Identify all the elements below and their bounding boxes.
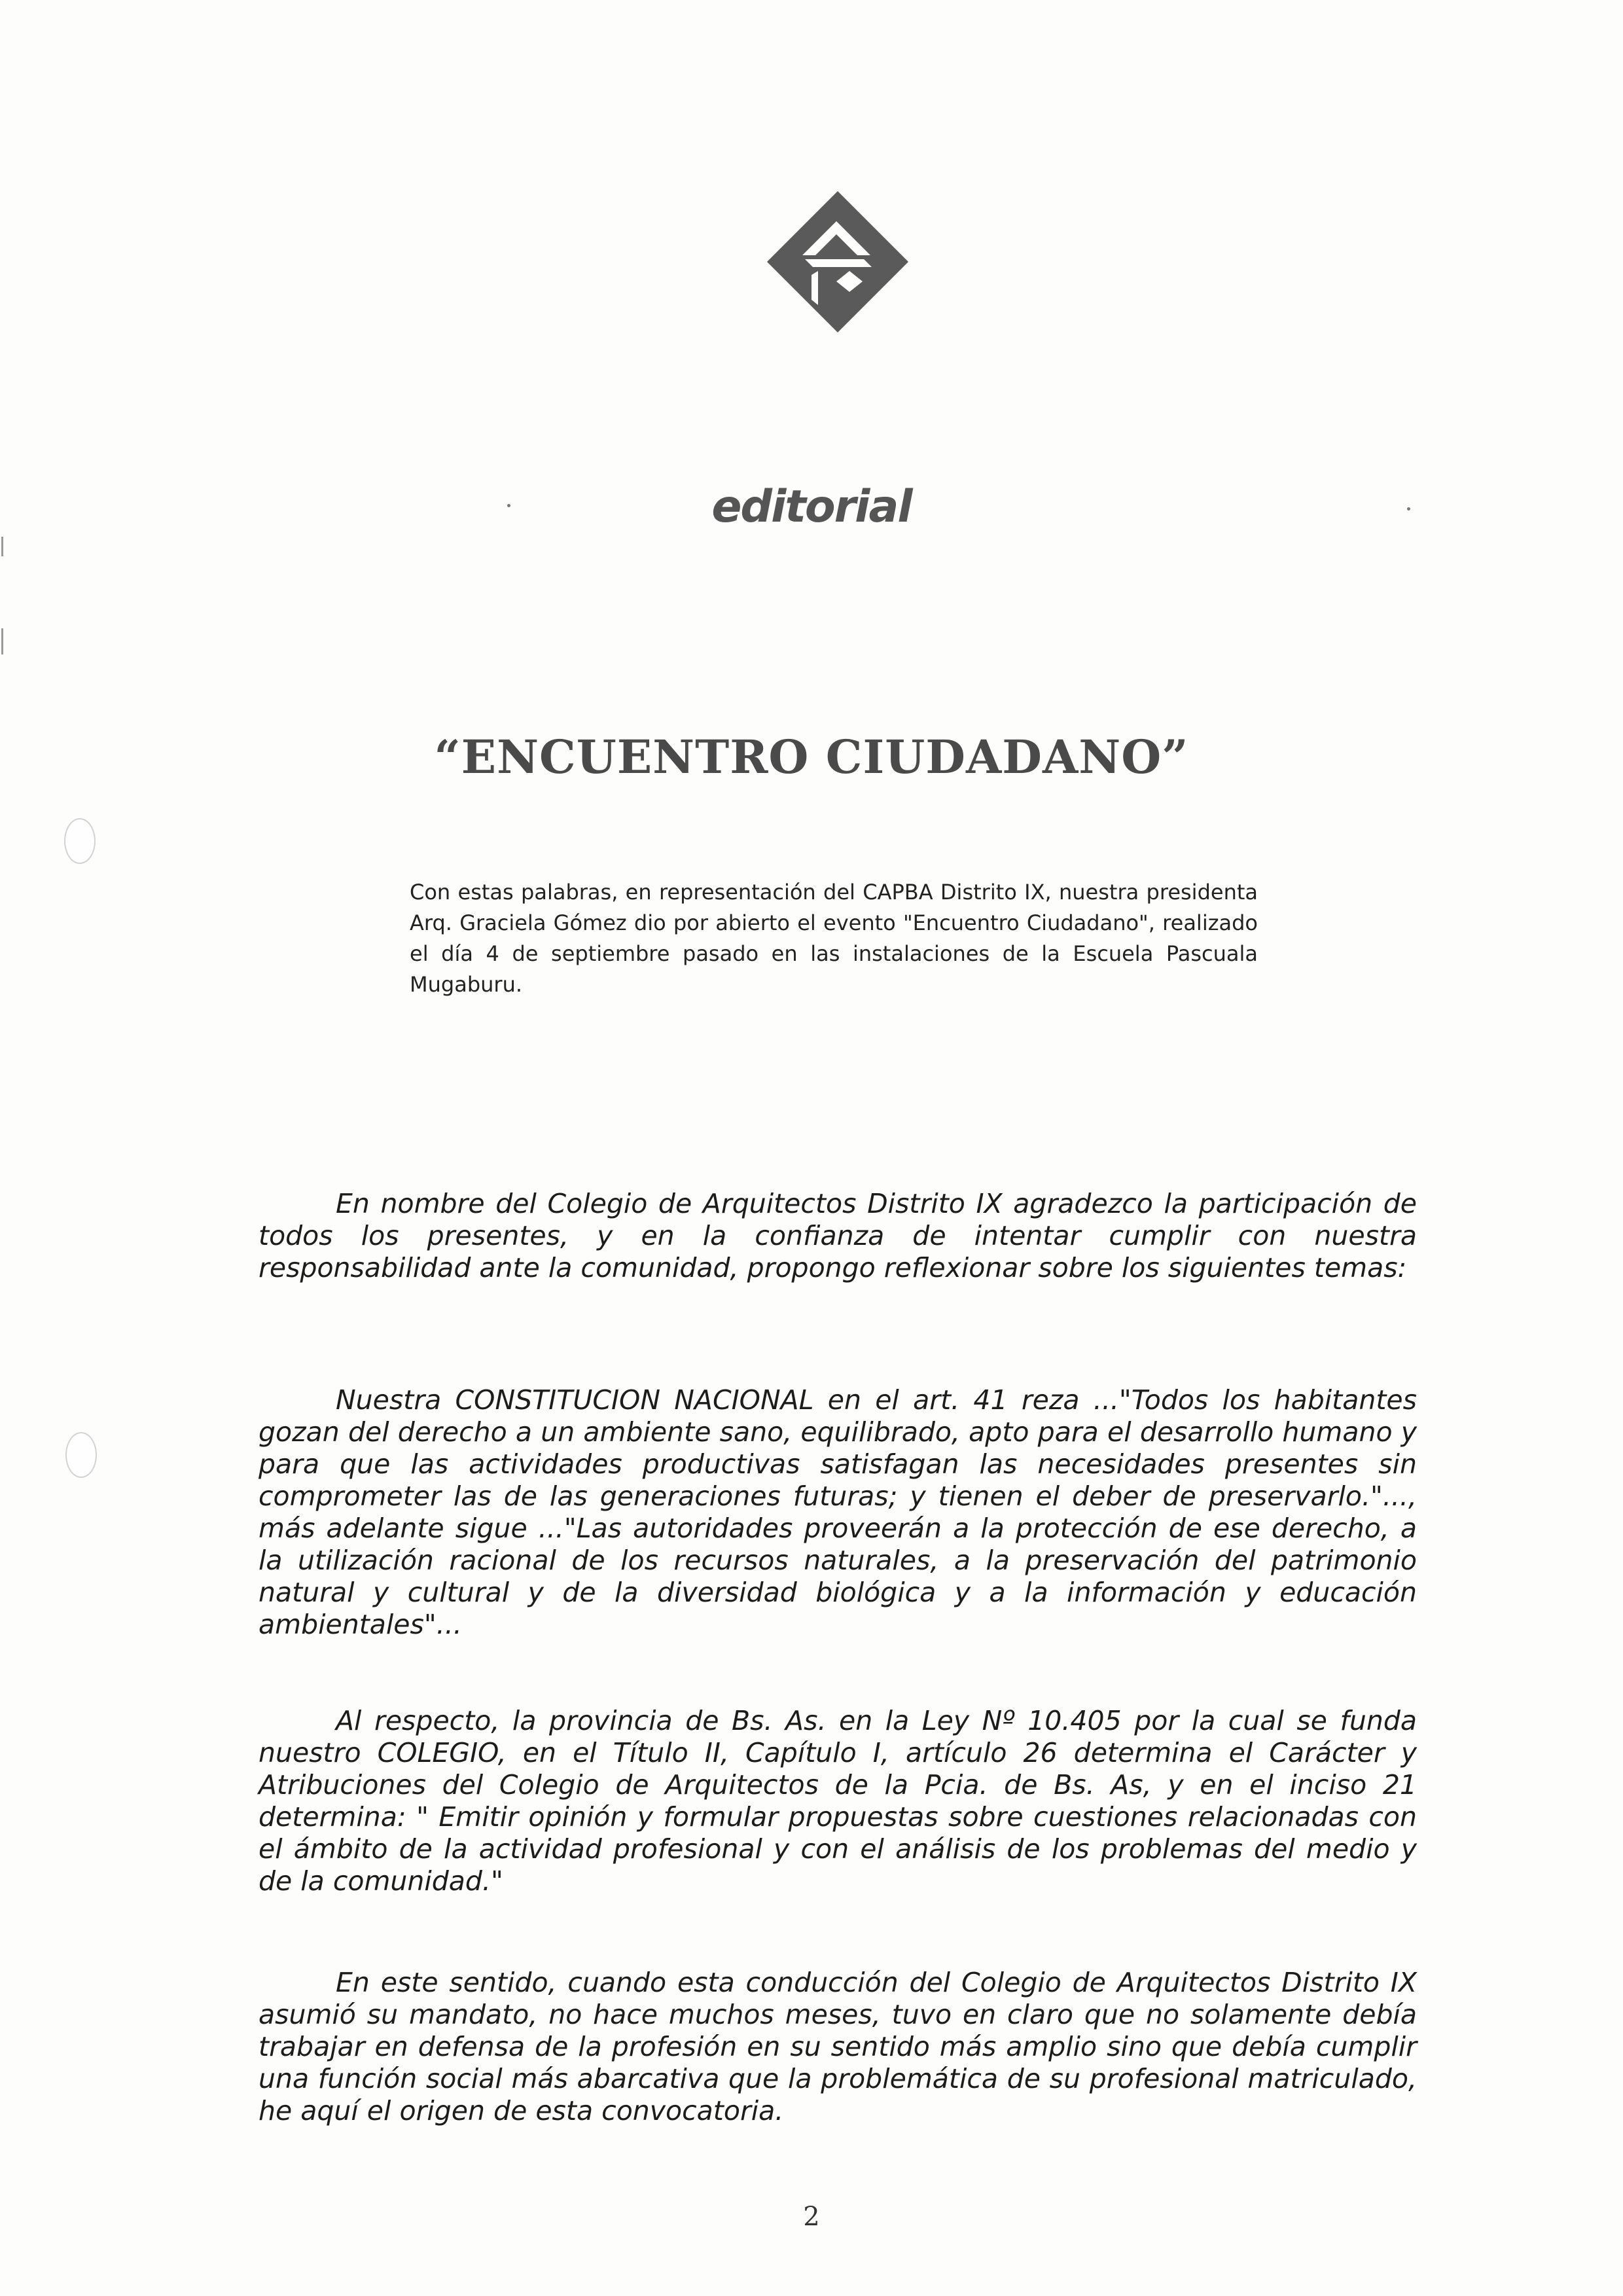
scan-edge-mark (1, 537, 3, 556)
scan-edge-mark (1, 628, 3, 655)
intro-paragraph: Con estas palabras, en representación del CAPBA Distrito IX, nuestra presidenta Arq. Graciela Gómez dio por abierto el evento "Encuentro Ciudadano", realizado el día 4 de septiembre pasado en las instalaciones de la Escuela Pascuala Mugaburu. (410, 880, 1258, 997)
scan-speck (1407, 507, 1410, 511)
capba-diamond-logo-icon (766, 190, 910, 334)
scan-speck (507, 504, 510, 507)
binder-hole (64, 818, 96, 864)
body-paragraph: En nombre del Colegio de Arquitectos Distrito IX agradezco la participación de todos los presentes, y en la confianza de intentar cumplir con nuestra responsabilidad ante la comunidad, propongo reflexionar sobre los siguientes temas: (259, 1188, 1417, 1283)
body-paragraph: Nuestra CONSTITUCION NACIONAL en el art. 41 reza ..."Todos los habitantes gozan del derecho a un ambiente sano, equilibrado, apto para el desarrollo humano y para que las actividades productivas satisfagan las necesidades presentes sin comprometer las de las generaciones futuras; y tienen el deber de preservarlo."..., más adelante sigue ..."Las autoridades proveerán a la protección de ese derecho, a la utilización racional de los recursos naturales, a la preservación del patrimonio natural y cultural y de la diversidad biológica y a la información y educación ambientales"... (259, 1384, 1417, 1640)
article-title: “ENCUENTRO CIUDADANO” (434, 730, 1189, 784)
page-number: 2 (803, 2202, 820, 2232)
binder-hole (65, 1432, 97, 1478)
section-label: editorial (711, 481, 912, 533)
body-paragraph: En este sentido, cuando esta conducción del Colegio de Arquitectos Distrito IX asumió su mandato, no hace muchos meses, tuvo en claro que no solamente debía trabajar en defensa de la profesión en su sentido más amplio sino que debía cumplir una función social más abarcativa que la problemática de su profesional matriculado, he aquí el origen de esta convocatoria. (259, 1967, 1417, 2126)
body-paragraph: Al respecto, la provincia de Bs. As. en la Ley Nº 10.405 por la cual se funda nuestro COLEGIO, en el Título II, Capítulo I, artículo 26 determina el Carácter y Atribuciones del Colegio de Arquitectos de la Pcia. de Bs. As, y en el inciso 21 determina: " Emitir opinión y formular propuestas sobre cuestiones relacionadas con el ámbito de la actividad profesional y con el análisis de los problemas del medio y de la comunidad." (259, 1705, 1417, 1897)
